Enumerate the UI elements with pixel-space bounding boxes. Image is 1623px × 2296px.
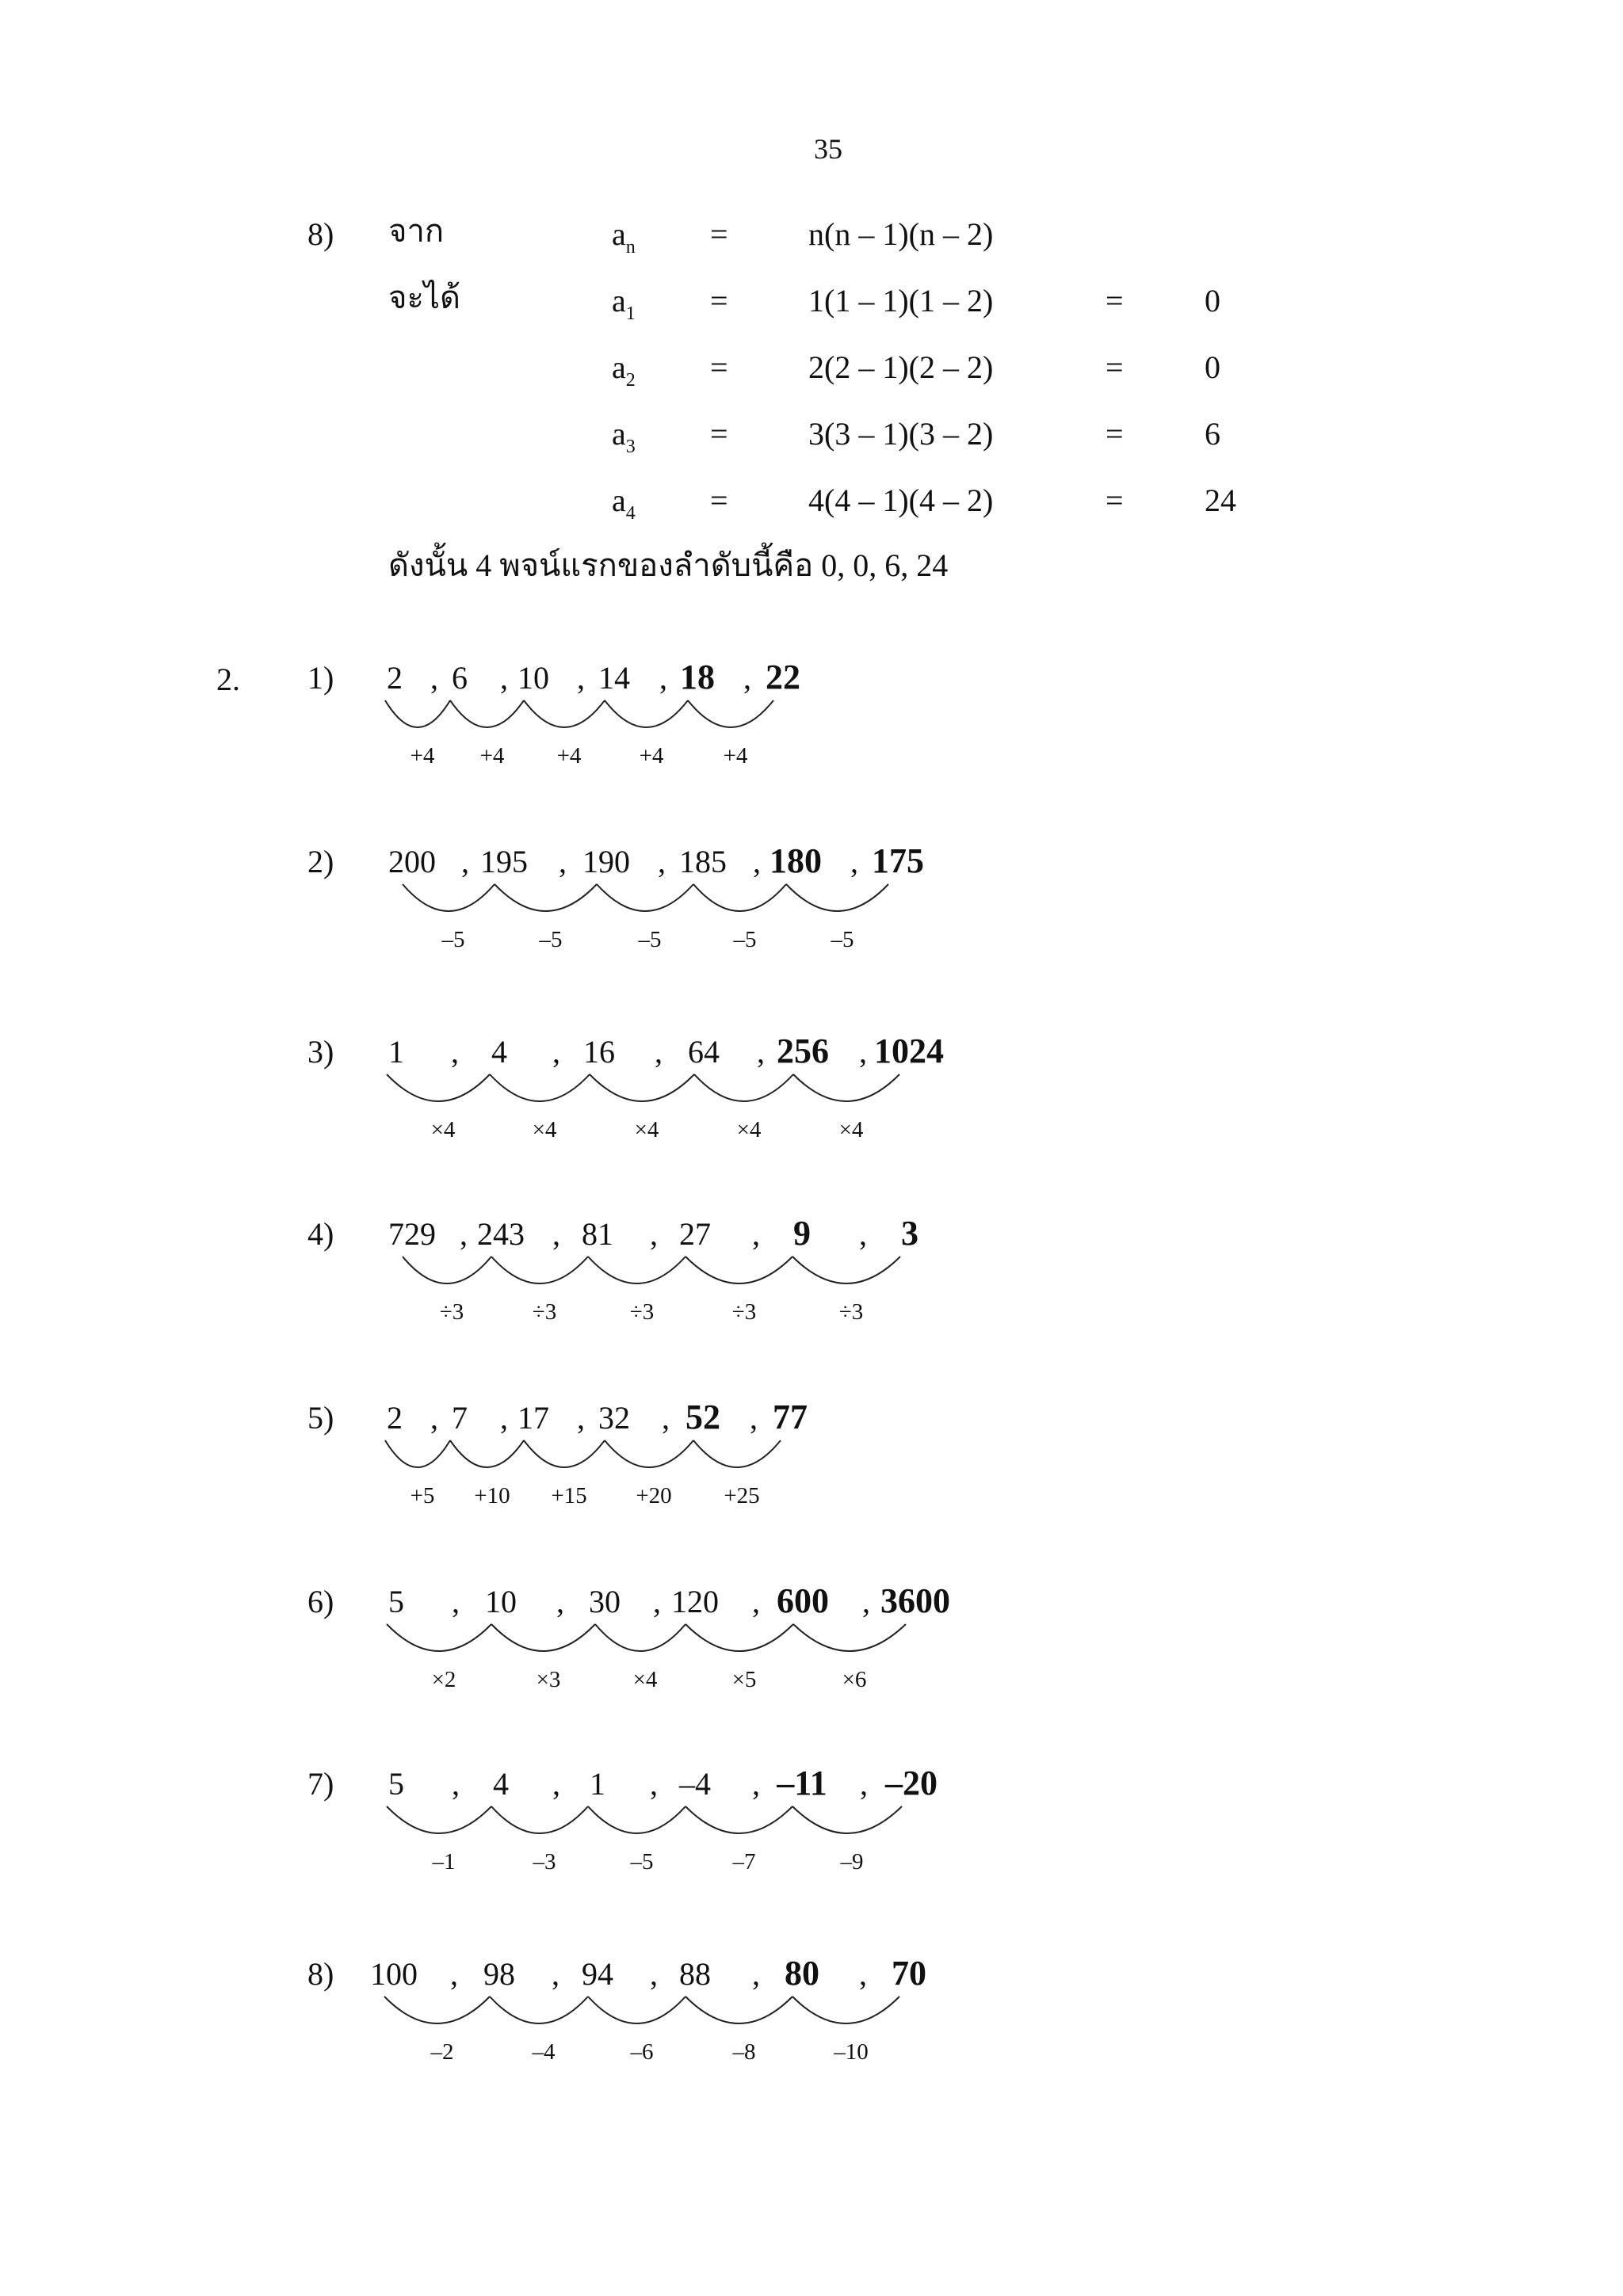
sequence-term: 10	[485, 1584, 517, 1619]
comma-separator: ,	[859, 1956, 867, 1992]
result-value: 0	[1205, 349, 1220, 385]
comma-separator: ,	[577, 660, 585, 696]
comma-separator: ,	[650, 1216, 658, 1252]
sequence-term: 30	[589, 1584, 621, 1619]
term-letter: a	[612, 349, 626, 385]
difference-label: –5	[539, 927, 563, 952]
comma-separator: ,	[552, 1766, 560, 1802]
difference-label: +15	[551, 1483, 587, 1508]
difference-arc	[792, 1997, 899, 2023]
sequence-label: 8)	[307, 1956, 334, 1992]
sequence-term: 729	[388, 1216, 436, 1252]
sequence-term: 94	[582, 1956, 613, 1992]
sequence-label: 5)	[307, 1400, 334, 1436]
sequence-term: 243	[477, 1216, 525, 1252]
sequence-term: –4	[679, 1766, 711, 1802]
part1-item-label: 8)	[307, 216, 334, 252]
comma-separator: ,	[451, 1034, 459, 1070]
answer-term: 600	[777, 1581, 829, 1620]
comma-separator: ,	[500, 1400, 508, 1436]
sequence-term: 17	[517, 1400, 549, 1436]
comma-separator: ,	[452, 1584, 460, 1619]
term-subscript: 2	[625, 370, 636, 391]
sequence-label: 6)	[307, 1584, 334, 1619]
sequence-label: 4)	[307, 1216, 334, 1252]
sequence-term: 2	[387, 660, 403, 696]
comma-separator: ,	[653, 1584, 661, 1619]
difference-label: –7	[732, 1849, 756, 1875]
sequence-term: 81	[582, 1216, 613, 1252]
expression: 4(4 – 1)(4 – 2)	[808, 482, 994, 518]
equals-sign: =	[710, 216, 728, 252]
term-subscript: 1	[625, 303, 636, 324]
comma-separator: ,	[750, 1400, 758, 1436]
difference-arc	[490, 1997, 588, 2023]
answer-term: 175	[872, 841, 924, 880]
difference-label: ÷3	[731, 1299, 757, 1325]
comma-separator: ,	[743, 660, 751, 696]
equals-sign: =	[1106, 283, 1124, 318]
sequence-term: 5	[388, 1584, 404, 1619]
comma-separator: ,	[552, 1956, 559, 1992]
sequence-term: 1	[388, 1034, 404, 1070]
comma-separator: ,	[860, 1766, 868, 1802]
difference-label: ×5	[731, 1667, 757, 1692]
comma-separator: ,	[650, 1766, 658, 1802]
sequence-term: 1	[590, 1766, 605, 1802]
sequence-term: 6	[452, 660, 468, 696]
equals-sign: =	[1106, 416, 1124, 452]
comma-separator: ,	[556, 1584, 564, 1619]
term-letter: a	[612, 482, 626, 518]
difference-label: –5	[733, 927, 757, 952]
comma-separator: ,	[655, 1034, 663, 1070]
comma-separator: ,	[659, 660, 667, 696]
answer-term: 22	[766, 658, 800, 696]
sequence-term: 100	[370, 1956, 418, 1992]
difference-label: –9	[840, 1849, 864, 1875]
sequence-term: 5	[388, 1766, 404, 1802]
sequence-label: 1)	[307, 660, 334, 696]
answer-term: 9	[793, 1214, 811, 1253]
term-subscript: n	[625, 237, 636, 257]
comma-separator: ,	[500, 660, 508, 696]
sequence-term: 14	[598, 660, 630, 696]
page-number: 35	[814, 133, 842, 165]
comma-separator: ,	[862, 1584, 870, 1619]
answer-term: 180	[769, 841, 822, 880]
difference-label: +25	[724, 1483, 760, 1508]
difference-label: +4	[556, 743, 582, 769]
equals-sign: =	[710, 283, 728, 318]
equals-sign: =	[710, 349, 728, 385]
difference-label: –8	[732, 2039, 756, 2065]
difference-label: ×6	[842, 1667, 867, 1692]
comma-separator: ,	[752, 1584, 760, 1619]
answer-term: 1024	[874, 1032, 944, 1070]
sequence-term: 120	[671, 1584, 719, 1619]
comma-separator: ,	[859, 1216, 867, 1252]
difference-label: +4	[723, 743, 748, 769]
difference-label: –1	[432, 1849, 456, 1875]
equals-sign: =	[1106, 482, 1124, 518]
comma-separator: ,	[430, 660, 438, 696]
sequence-term: 200	[388, 844, 436, 879]
answer-term: 80	[785, 1954, 819, 1993]
sequence-label: 7)	[307, 1766, 334, 1802]
comma-separator: ,	[559, 844, 567, 879]
sequence-term: 195	[480, 844, 528, 879]
answer-term: –11	[777, 1764, 827, 1802]
difference-label: ×3	[536, 1667, 561, 1692]
conclusion-text: ดังนั้น 4 พจน์แรกของลำดับนี้คือ 0, 0, 6, 24	[388, 547, 949, 583]
result-value: 24	[1205, 482, 1236, 518]
answer-term: 18	[680, 658, 715, 696]
sequence-term: 185	[679, 844, 727, 879]
get-word: จะได้	[388, 280, 461, 315]
comma-separator: ,	[460, 1216, 468, 1252]
sequence-term: 64	[688, 1034, 720, 1070]
sequence-term: 98	[483, 1956, 515, 1992]
difference-label: –10	[834, 2039, 869, 2065]
difference-label: ×4	[838, 1117, 864, 1142]
difference-label: ×4	[532, 1117, 557, 1142]
comma-separator: ,	[662, 1400, 670, 1436]
difference-label: +4	[410, 743, 435, 769]
difference-label: +4	[639, 743, 664, 769]
difference-label: ÷3	[532, 1299, 557, 1325]
comma-separator: ,	[452, 1766, 460, 1802]
expression: n(n – 1)(n – 2)	[808, 216, 994, 252]
difference-arc	[384, 1997, 490, 2023]
comma-separator: ,	[859, 1034, 867, 1070]
sequence-label: 2)	[307, 844, 334, 879]
equals-sign: =	[1106, 349, 1124, 385]
difference-label: –3	[533, 1849, 556, 1875]
answer-term: 3600	[880, 1581, 950, 1620]
difference-label: +5	[410, 1483, 435, 1508]
comma-separator: ,	[752, 1216, 760, 1252]
comma-separator: ,	[650, 1956, 658, 1992]
sequence-term: 16	[583, 1034, 615, 1070]
expression: 1(1 – 1)(1 – 2)	[808, 283, 994, 318]
answer-term: 256	[777, 1032, 829, 1070]
result-value: 0	[1205, 283, 1220, 318]
difference-label: –6	[630, 2039, 654, 2065]
difference-label: ×2	[431, 1667, 456, 1692]
sequence-term: 190	[582, 844, 630, 879]
difference-label: +4	[479, 743, 505, 769]
expression: 3(3 – 1)(3 – 2)	[808, 416, 994, 452]
comma-separator: ,	[430, 1400, 438, 1436]
sequence-term: 4	[493, 1766, 509, 1802]
term-letter: a	[612, 216, 626, 252]
sequence-term: 27	[679, 1216, 711, 1252]
sequence-term: 32	[598, 1400, 630, 1436]
answer-term: –20	[885, 1764, 938, 1802]
from-word: จาก	[388, 213, 445, 249]
answer-term: 3	[901, 1214, 918, 1253]
term-letter: a	[612, 283, 626, 318]
expression: 2(2 – 1)(2 – 2)	[808, 349, 994, 385]
sequence-term: 4	[491, 1034, 507, 1070]
sequence-term: 7	[452, 1400, 468, 1436]
sequence-term: 88	[679, 1956, 711, 1992]
difference-label: ÷3	[838, 1299, 864, 1325]
difference-arc	[685, 1997, 792, 2023]
difference-label: ÷3	[629, 1299, 655, 1325]
difference-label: ×4	[634, 1117, 659, 1142]
comma-separator: ,	[752, 1956, 760, 1992]
difference-label: ×4	[736, 1117, 762, 1142]
difference-label: +20	[636, 1483, 672, 1508]
sequence-label: 3)	[307, 1034, 334, 1070]
answer-term: 52	[685, 1398, 720, 1436]
equals-sign: =	[710, 416, 728, 452]
part2-label: 2.	[216, 662, 240, 697]
difference-label: –5	[831, 927, 854, 952]
term-letter: a	[612, 416, 626, 452]
difference-label: ÷3	[439, 1299, 464, 1325]
comma-separator: ,	[461, 844, 469, 879]
answer-term: 77	[773, 1398, 808, 1436]
difference-label: –5	[638, 927, 662, 952]
comma-separator: ,	[552, 1216, 560, 1252]
term-subscript: 3	[625, 437, 636, 457]
comma-separator: ,	[850, 844, 858, 879]
answer-term: 70	[892, 1954, 926, 1993]
sequence-term: 2	[387, 1400, 403, 1436]
difference-label: +10	[474, 1483, 510, 1508]
comma-separator: ,	[757, 1034, 765, 1070]
comma-separator: ,	[577, 1400, 585, 1436]
difference-label: –4	[532, 2039, 556, 2065]
comma-separator: ,	[450, 1956, 458, 1992]
comma-separator: ,	[552, 1034, 560, 1070]
difference-label: –5	[441, 927, 465, 952]
difference-label: –2	[430, 2039, 454, 2065]
term-subscript: 4	[625, 503, 636, 524]
difference-label: –5	[630, 1849, 654, 1875]
equals-sign: =	[710, 482, 728, 518]
sequence-term: 10	[517, 660, 549, 696]
comma-separator: ,	[753, 844, 761, 879]
result-value: 6	[1205, 416, 1220, 452]
difference-label: ×4	[430, 1117, 456, 1142]
comma-separator: ,	[658, 844, 666, 879]
difference-arc	[588, 1997, 685, 2023]
difference-label: ×4	[632, 1667, 658, 1692]
comma-separator: ,	[752, 1766, 760, 1802]
